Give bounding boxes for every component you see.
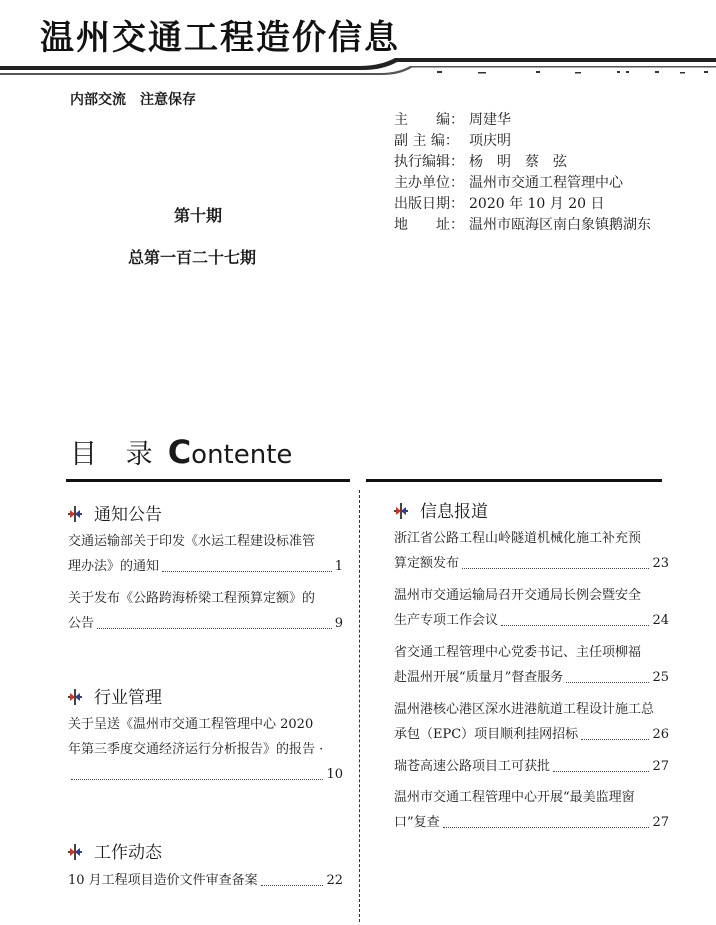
notice-internal: 内部交流 — [70, 92, 126, 108]
pin-icon — [66, 505, 84, 523]
pin-icon — [66, 843, 84, 861]
toc-title-cn: 目 录 — [70, 439, 163, 470]
staff-row: 主 编： 周建华 — [394, 112, 511, 128]
toc-entry[interactable]: 关于发布《公路跨海桥梁工程预算定额》的 公告 9 — [68, 591, 343, 631]
section-heading: 行业管理 — [66, 683, 162, 708]
toc-entry[interactable]: 交通运输部关于印发《水运工程建设标准管 理办法》的通知 1 — [68, 534, 343, 574]
masthead-title: 温州交通工程造价信息 — [40, 18, 400, 58]
staff-row: 副 主 编： 项庆明 — [394, 133, 511, 149]
toc-entry[interactable]: 关于呈送《温州市交通工程管理中心 2020 年第三季度交通经济运行分析报告》的报告 · 10 — [68, 717, 343, 782]
toc-entry[interactable]: 省交通工程管理中心党委书记、主任项柳福 赴温州开展“质量月”督查服务 25 — [394, 645, 669, 685]
toc-entry[interactable]: 温州港核心港区深水进港航道工程设计施工总 承包（EPC）项目顺利挂网招标 26 — [394, 702, 669, 742]
pin-icon — [392, 502, 410, 520]
section-heading: 通知公告 — [66, 500, 162, 525]
notice-keep: 注意保存 — [140, 92, 196, 108]
column-divider — [359, 490, 360, 922]
section-heading: 工作动态 — [66, 838, 162, 863]
toc-entry[interactable]: 浙江省公路工程山岭隧道机械化施工补充预 算定额发布 23 — [394, 531, 669, 571]
section-heading: 信息报道 — [392, 497, 488, 522]
staff-row: 地 址： 温州市瓯海区南白象镇鹅湖东 — [394, 217, 651, 233]
toc-entry[interactable]: 瑞苍高速公路项目工可获批 27 — [394, 754, 669, 779]
toc-entry[interactable]: 温州市交通运输局召开交通局长例会暨安全 生产专项工作会议 24 — [394, 588, 669, 628]
editorial-staff — [394, 110, 651, 236]
internal-notice — [70, 89, 196, 109]
staff-row: 执行编辑： 杨 明 蔡 弦 — [394, 154, 567, 170]
staff-row: 出版日期： 2020 年 10 月 20 日 — [394, 196, 605, 212]
pin-icon — [66, 688, 84, 706]
toc-entry[interactable]: 10 月工程项目造价文件审查备案 22 — [68, 868, 343, 893]
staff-row: 主办单位： 温州市交通工程管理中心 — [394, 175, 623, 191]
toc-title-en: Contente — [167, 433, 293, 471]
toc-title — [70, 432, 292, 471]
toc-entry[interactable]: 温州市交通工程管理中心开展“最美监理窗 口”复查 27 — [394, 790, 669, 830]
masthead-rule — [0, 0, 716, 80]
toc-rule-right — [366, 479, 662, 482]
issue-total: 总第一百二十七期 — [128, 248, 257, 267]
issue-number: 第十期 — [174, 206, 223, 225]
toc-rule-left — [66, 479, 350, 482]
